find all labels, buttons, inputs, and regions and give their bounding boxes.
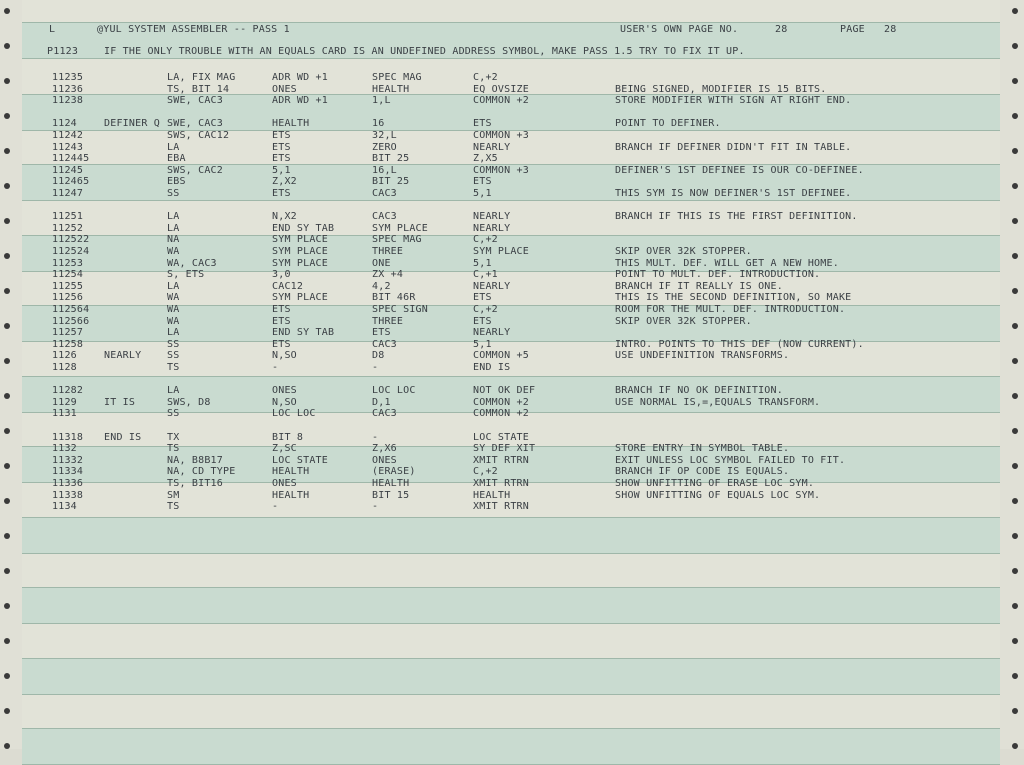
row-location: 112522	[52, 234, 90, 246]
listing-row	[22, 130, 1000, 142]
row-location: 11253	[52, 257, 84, 269]
row-location: 11245	[52, 164, 84, 176]
row-operand-3: XMIT RTRN	[473, 501, 529, 513]
listing-row	[22, 72, 1000, 84]
row-operand-1: ETS	[272, 141, 291, 153]
row-operand-1: LOC LOC	[272, 408, 316, 420]
tractor-hole	[1012, 8, 1018, 14]
tractor-hole	[4, 498, 10, 504]
row-operation: LA, FIX MAG	[167, 72, 236, 83]
tractor-hole	[1012, 358, 1018, 364]
row-operand-1: ETS	[272, 130, 291, 141]
row-location: 1128	[52, 362, 77, 373]
row-operation: SS	[167, 188, 180, 199]
header-title: @YUL SYSTEM ASSEMBLER -- PASS 1	[97, 24, 290, 35]
header-line	[22, 24, 1000, 36]
row-operation: LA	[167, 280, 180, 292]
listing-row	[22, 362, 1000, 374]
row-operand-2: CAC3	[372, 211, 397, 223]
row-comment: USE UNDEFINITION TRANSFORMS.	[615, 350, 790, 362]
tractor-hole	[4, 288, 10, 294]
row-operation: LA	[167, 385, 180, 397]
row-operand-3: NEARLY	[473, 327, 511, 339]
listing-row	[22, 397, 1000, 409]
listing-row	[22, 443, 1000, 455]
page-label: PAGE	[840, 24, 865, 35]
row-operand-3: EQ OVSIZE	[473, 83, 529, 95]
tractor-hole	[4, 358, 10, 364]
row-operand-1: BIT 8	[272, 431, 304, 443]
tractor-hole	[4, 568, 10, 574]
tractor-hole	[1012, 43, 1018, 49]
row-operand-3: 5,1	[473, 188, 492, 199]
listing-row	[22, 408, 1000, 420]
row-operand-3: XMIT RTRN	[473, 478, 529, 489]
row-operation: LA	[167, 222, 180, 234]
row-operation: NA, B8B17	[167, 454, 223, 466]
row-operand-2: 32,L	[372, 130, 397, 141]
listing-row	[22, 153, 1000, 165]
tractor-hole	[4, 78, 10, 84]
row-location: 11251	[52, 211, 84, 223]
row-location: 11318	[52, 431, 84, 443]
row-operand-2: CAC3	[372, 188, 397, 199]
row-operand-3: LOC STATE	[473, 431, 529, 443]
row-location: 1132	[52, 443, 77, 455]
listing-sheet	[22, 0, 1000, 749]
row-operand-1: -	[272, 501, 279, 513]
row-label: IT IS	[104, 396, 136, 408]
row-comment: SKIP OVER 32K STOPPER.	[615, 315, 752, 327]
row-operand-3: COMMON +5	[473, 350, 529, 362]
row-operand-3: ETS	[473, 176, 492, 188]
row-operation: SS	[167, 338, 180, 350]
row-location: 11282	[52, 385, 84, 397]
listing-row	[22, 327, 1000, 339]
heading-id: P1123	[47, 46, 79, 57]
row-comment: EXIT UNLESS LOC SYMBOL FAILED TO FIT.	[615, 454, 846, 466]
row-operation: WA	[167, 315, 180, 327]
users-page-number: 28	[775, 24, 788, 35]
row-operand-1: N,SO	[272, 396, 297, 408]
row-operation: NA	[167, 234, 180, 246]
row-operand-1: ETS	[272, 315, 291, 327]
row-operand-2: ZERO	[372, 141, 397, 153]
row-operand-3: C,+2	[473, 72, 498, 83]
tractor-hole	[1012, 428, 1018, 434]
listing-row	[22, 246, 1000, 258]
row-comment: THIS IS THE SECOND DEFINITION, SO MAKE	[615, 292, 852, 304]
row-operand-2: BIT 46R	[372, 292, 416, 304]
row-operand-1: ADR WD +1	[272, 95, 328, 107]
row-location: 11258	[52, 338, 84, 350]
listing-row	[22, 466, 1000, 478]
row-comment: POINT TO DEFINER.	[615, 118, 721, 130]
row-operation: EBS	[167, 176, 186, 188]
listing-row	[22, 350, 1000, 362]
row-comment: USE NORMAL IS,=,EQUALS TRANSFORM.	[615, 396, 821, 408]
row-operand-1: ETS	[272, 188, 291, 199]
listing-row	[22, 478, 1000, 490]
row-location: 1131	[52, 408, 77, 420]
row-comment: THIS SYM IS NOW DEFINER'S 1ST DEFINEE.	[615, 188, 852, 199]
tractor-hole	[4, 743, 10, 749]
row-operation: WA, CAC3	[167, 257, 217, 269]
row-location: 112566	[52, 315, 90, 327]
row-operation: SWS, CAC12	[167, 130, 230, 141]
row-operand-1: 3,0	[272, 269, 291, 281]
row-operand-2: ZX +4	[372, 269, 404, 281]
row-location: 11243	[52, 141, 84, 153]
row-operand-1: N,X2	[272, 211, 297, 223]
row-operand-1: SYM PLACE	[272, 246, 328, 257]
row-operand-3: NEARLY	[473, 280, 511, 292]
row-label: END IS	[104, 431, 142, 443]
row-location: 11235	[52, 72, 84, 83]
row-location: 1124	[52, 118, 77, 130]
row-operand-3: COMMON +3	[473, 164, 529, 176]
row-operand-1: Z,X2	[272, 176, 297, 188]
listing-row	[22, 304, 1000, 316]
tractor-hole	[4, 393, 10, 399]
row-operand-2: CAC3	[372, 338, 397, 350]
row-comment: THIS MULT. DEF. WILL GET A NEW HOME.	[615, 257, 839, 269]
green-band	[22, 587, 1000, 624]
row-operand-2: SPEC MAG	[372, 72, 422, 83]
row-operand-3: NOT OK DEF	[473, 385, 536, 397]
row-operation: TS, BIT 14	[167, 83, 230, 95]
row-operand-2: D,1	[372, 396, 391, 408]
row-location: 11252	[52, 222, 84, 234]
row-operand-1: END SY TAB	[272, 222, 335, 234]
row-operation: TS	[167, 362, 180, 373]
row-operand-2: SPEC SIGN	[372, 304, 428, 315]
row-operand-1: ONES	[272, 385, 297, 397]
row-comment: SHOW UNFITTING OF EQUALS LOC SYM.	[615, 489, 821, 501]
row-operand-2: THREE	[372, 315, 404, 327]
tractor-hole	[4, 183, 10, 189]
listing-row	[22, 211, 1000, 223]
row-operand-3: Z,X5	[473, 153, 498, 165]
row-operation: SWE, CAC3	[167, 95, 223, 107]
row-location: 1129	[52, 396, 77, 408]
row-operand-3: ETS	[473, 118, 492, 130]
row-operand-2: ETS	[372, 327, 391, 339]
row-location: 11338	[52, 489, 84, 501]
row-operand-3: SY DEF XIT	[473, 443, 536, 455]
row-comment: SHOW UNFITTING OF ERASE LOC SYM.	[615, 478, 815, 489]
users-page-label: USER'S OWN PAGE NO.	[620, 24, 739, 35]
green-band	[22, 658, 1000, 695]
row-operand-2: -	[372, 501, 379, 513]
row-operand-3: XMIT RTRN	[473, 454, 529, 466]
row-operand-3: C,+2	[473, 304, 498, 315]
row-operand-3: COMMON +2	[473, 408, 529, 420]
row-location: 11238	[52, 95, 84, 107]
page-number: 28	[884, 24, 897, 35]
row-location: 112465	[52, 176, 90, 188]
tractor-hole	[1012, 463, 1018, 469]
row-location: 11236	[52, 83, 84, 95]
tractor-hole	[4, 603, 10, 609]
row-comment: BRANCH IF OP CODE IS EQUALS.	[615, 466, 790, 478]
row-location: 11334	[52, 466, 84, 478]
tractor-hole	[4, 43, 10, 49]
row-operation: LA	[167, 141, 180, 153]
row-operand-1: SYM PLACE	[272, 234, 328, 246]
row-operand-3: COMMON +2	[473, 95, 529, 107]
row-comment: BEING SIGNED, MODIFIER IS 15 BITS.	[615, 83, 827, 95]
row-location: 11332	[52, 454, 84, 466]
row-operand-1: ETS	[272, 304, 291, 315]
row-operand-2: Z,X6	[372, 443, 397, 455]
row-operand-2: BIT 25	[372, 176, 410, 188]
listing-row	[22, 258, 1000, 270]
row-operand-1: ONES	[272, 478, 297, 489]
row-comment: BRANCH IF DEFINER DIDN'T FIT IN TABLE.	[615, 141, 852, 153]
row-location: 11254	[52, 269, 84, 281]
tractor-hole	[4, 708, 10, 714]
row-operand-2: 1,L	[372, 95, 391, 107]
row-operand-1: ETS	[272, 338, 291, 350]
row-operand-1: ETS	[272, 153, 291, 165]
row-operand-2: -	[372, 362, 379, 373]
row-operand-1: SYM PLACE	[272, 257, 328, 269]
listing-row	[22, 490, 1000, 502]
row-operand-3: NEARLY	[473, 222, 511, 234]
row-operand-1: Z,SC	[272, 443, 297, 455]
row-operand-3: ETS	[473, 315, 492, 327]
row-operand-2: D8	[372, 350, 385, 362]
row-operand-2: HEALTH	[372, 83, 410, 95]
row-location: 112524	[52, 246, 90, 257]
row-operation: SM	[167, 489, 180, 501]
heading-line	[22, 46, 1000, 58]
row-operand-2: 16,L	[372, 164, 397, 176]
row-operand-2: 4,2	[372, 280, 391, 292]
row-operand-2: BIT 15	[372, 489, 410, 501]
tractor-hole	[4, 113, 10, 119]
row-operand-1: LOC STATE	[272, 454, 328, 466]
green-band	[22, 728, 1000, 765]
row-operand-2: HEALTH	[372, 478, 410, 489]
row-location: 11242	[52, 130, 84, 141]
row-location: 11256	[52, 292, 84, 304]
row-operand-3: COMMON +3	[473, 130, 529, 141]
row-operand-2: BIT 25	[372, 153, 410, 165]
row-operand-1: SYM PLACE	[272, 292, 328, 304]
tractor-hole	[1012, 533, 1018, 539]
row-operand-3: NEARLY	[473, 141, 511, 153]
row-operation: SWS, CAC2	[167, 164, 223, 176]
row-operation: SWE, CAC3	[167, 118, 223, 130]
right-tractor-holes	[1004, 0, 1024, 749]
row-operation: WA	[167, 292, 180, 304]
row-operation: SS	[167, 350, 180, 362]
row-operand-3: ETS	[473, 292, 492, 304]
heading-text: IF THE ONLY TROUBLE WITH AN EQUALS CARD IS AN UNDEFINED ADDRESS SYMBOL, MAKE PASS 1.5 TRY TO FIX IT UP.	[104, 46, 745, 57]
listing-row	[22, 292, 1000, 304]
row-operand-3: C,+1	[473, 269, 498, 281]
row-operand-3: NEARLY	[473, 211, 511, 223]
row-operand-2: THREE	[372, 246, 404, 257]
tractor-hole	[1012, 568, 1018, 574]
listing-row	[22, 118, 1000, 130]
row-operand-1: N,SO	[272, 350, 297, 362]
listing-row	[22, 165, 1000, 177]
row-operation: TX	[167, 431, 180, 443]
listing-row	[22, 107, 1000, 119]
listing-row	[22, 95, 1000, 107]
tractor-hole	[1012, 218, 1018, 224]
listing-row	[22, 455, 1000, 467]
row-operation: TS	[167, 501, 180, 513]
tractor-hole	[1012, 323, 1018, 329]
row-operand-3: COMMON +2	[473, 396, 529, 408]
tractor-hole	[1012, 288, 1018, 294]
listing-row	[22, 234, 1000, 246]
tractor-hole	[4, 253, 10, 259]
row-location: 11247	[52, 188, 84, 199]
row-operand-1: HEALTH	[272, 489, 310, 501]
tractor-hole	[1012, 148, 1018, 154]
tractor-hole	[1012, 638, 1018, 644]
row-operand-1: 5,1	[272, 164, 291, 176]
tractor-hole	[1012, 183, 1018, 189]
row-operand-1: HEALTH	[272, 118, 310, 130]
row-label: DEFINER Q	[104, 118, 160, 130]
row-operand-1: ONES	[272, 83, 297, 95]
listing-row	[22, 188, 1000, 200]
row-operand-3: 5,1	[473, 338, 492, 350]
listing-row	[22, 501, 1000, 513]
listing-row	[22, 339, 1000, 351]
listing-row	[22, 420, 1000, 432]
listing-row	[22, 432, 1000, 444]
row-location: 112445	[52, 153, 90, 165]
tractor-hole	[1012, 603, 1018, 609]
row-location: 11336	[52, 478, 84, 489]
tractor-hole	[4, 673, 10, 679]
listing-row	[22, 316, 1000, 328]
listing-row	[22, 269, 1000, 281]
row-operand-1: -	[272, 362, 279, 373]
tractor-hole	[1012, 708, 1018, 714]
tractor-hole	[1012, 253, 1018, 259]
row-location: 1126	[52, 350, 77, 362]
row-comment: POINT TO MULT. DEF. INTRODUCTION.	[615, 269, 821, 281]
row-operand-2: ONE	[372, 257, 391, 269]
row-comment: DEFINER'S 1ST DEFINEE IS OUR CO-DEFINEE.	[615, 164, 864, 176]
row-operand-1: CAC12	[272, 280, 304, 292]
tractor-hole	[1012, 393, 1018, 399]
listing-row	[22, 385, 1000, 397]
row-operand-3: SYM PLACE	[473, 246, 529, 257]
row-operation: NA, CD TYPE	[167, 466, 236, 478]
row-comment: ROOM FOR THE MULT. DEF. INTRODUCTION.	[615, 304, 846, 315]
row-operation: SWS, D8	[167, 396, 211, 408]
listing-row	[22, 374, 1000, 386]
row-operand-2: 16	[372, 118, 385, 130]
row-location: 11257	[52, 327, 84, 339]
row-operand-1: HEALTH	[272, 466, 310, 478]
row-comment: STORE ENTRY IN SYMBOL TABLE.	[615, 443, 790, 455]
row-operation: LA	[167, 211, 180, 223]
row-comment: BRANCH IF THIS IS THE FIRST DEFINITION.	[615, 211, 858, 223]
row-comment: INTRO. POINTS TO THIS DEF (NOW CURRENT).	[615, 338, 864, 350]
tractor-hole	[1012, 673, 1018, 679]
row-comment: BRANCH IF NO OK DEFINITION.	[615, 385, 783, 397]
row-operand-2: (ERASE)	[372, 466, 416, 478]
tractor-hole	[4, 533, 10, 539]
row-operation: TS, BIT16	[167, 478, 223, 489]
row-location: 11255	[52, 280, 84, 292]
row-operand-3: HEALTH	[473, 489, 511, 501]
row-operand-2: SYM PLACE	[372, 222, 428, 234]
tractor-hole	[1012, 78, 1018, 84]
row-location: 112564	[52, 304, 90, 315]
row-location: 1134	[52, 501, 77, 513]
listing-row	[22, 200, 1000, 212]
row-operation: SS	[167, 408, 180, 420]
listing-row	[22, 223, 1000, 235]
tractor-hole	[1012, 498, 1018, 504]
row-comment: STORE MODIFIER WITH SIGN AT RIGHT END.	[615, 95, 852, 107]
row-operand-2: LOC LOC	[372, 385, 416, 397]
green-band	[22, 517, 1000, 554]
tractor-hole	[4, 428, 10, 434]
tractor-hole	[1012, 743, 1018, 749]
row-operation: WA	[167, 304, 180, 315]
row-operand-3: C,+2	[473, 234, 498, 246]
row-comment: SKIP OVER 32K STOPPER.	[615, 246, 752, 257]
tractor-hole	[4, 463, 10, 469]
row-operand-1: ADR WD +1	[272, 72, 328, 83]
listing-row	[22, 176, 1000, 188]
tractor-hole	[4, 218, 10, 224]
left-tractor-holes	[0, 0, 20, 749]
tractor-hole	[4, 323, 10, 329]
listing-row	[22, 142, 1000, 154]
header-marker: L	[49, 24, 56, 35]
listing-row	[22, 281, 1000, 293]
row-operand-3: END IS	[473, 362, 511, 373]
row-operand-2: SPEC MAG	[372, 234, 422, 246]
row-operation: TS	[167, 443, 180, 455]
row-operand-3: C,+2	[473, 466, 498, 478]
tractor-hole	[4, 148, 10, 154]
listing-row	[22, 84, 1000, 96]
row-operation: LA	[167, 327, 180, 339]
row-comment: BRANCH IF IT REALLY IS ONE.	[615, 280, 783, 292]
row-operand-3: 5,1	[473, 257, 492, 269]
tractor-hole	[4, 8, 10, 14]
row-operand-2: CAC3	[372, 408, 397, 420]
row-operation: S, ETS	[167, 269, 205, 281]
row-operand-1: END SY TAB	[272, 327, 335, 339]
row-operand-2: -	[372, 431, 379, 443]
row-operation: WA	[167, 246, 180, 257]
row-label: NEARLY	[104, 350, 142, 362]
tractor-hole	[1012, 113, 1018, 119]
row-operation: EBA	[167, 153, 186, 165]
row-operand-2: ONES	[372, 454, 397, 466]
tractor-hole	[4, 638, 10, 644]
